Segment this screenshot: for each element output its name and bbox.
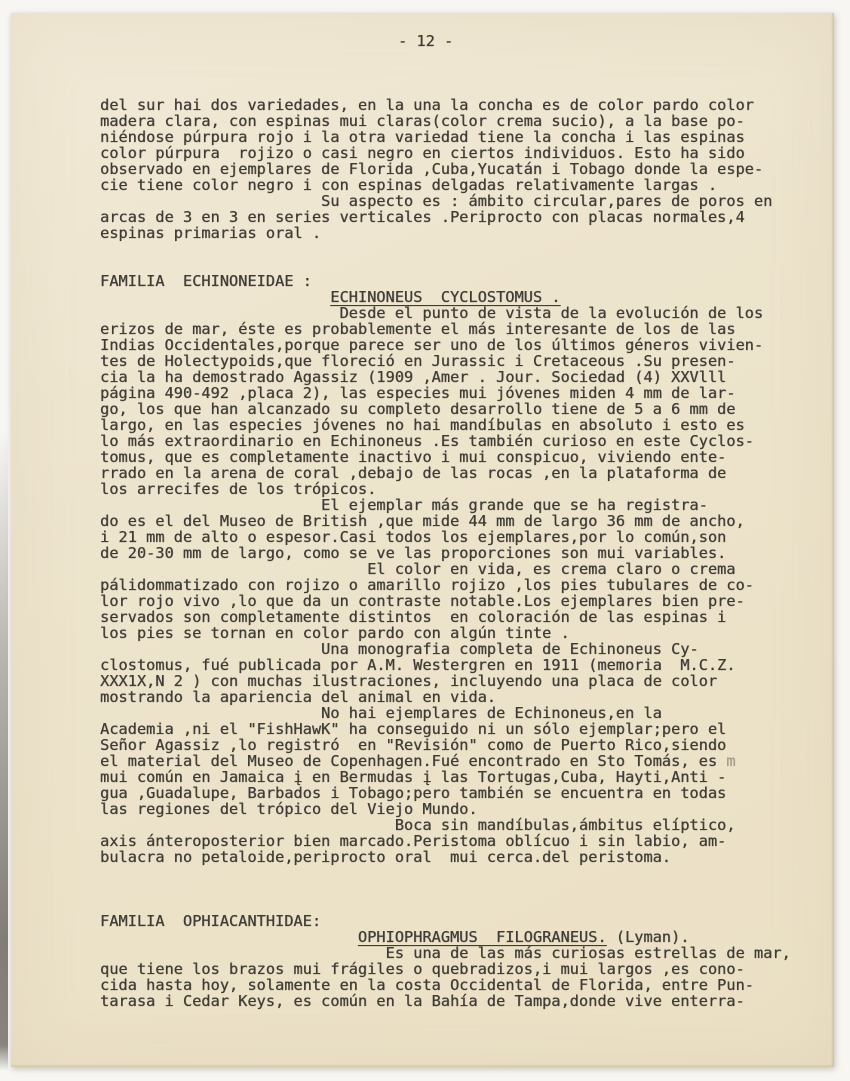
text-segment: servados son completamente distintos en coloración de las espinas i <box>100 608 727 626</box>
text-line <box>100 897 791 913</box>
text-line <box>100 465 791 481</box>
text-line <box>100 513 791 529</box>
text-line <box>100 225 791 241</box>
text-line <box>100 209 791 225</box>
text-segment: FAMILIA OPHIACANTHIDAE: <box>100 912 322 930</box>
text-segment: Indias Occidentales,porque parece ser uno de los últimos géneros vivien- <box>100 336 764 354</box>
text-segment: Señor Agassiz ,lo registró en "Revisión" como de Puerto Rico,siendo <box>100 736 727 754</box>
text-segment: mostrando la apariencia del animal en vida. <box>100 688 497 706</box>
text-segment: color púrpura rojizo o casi negro en ciertos individuos. Esto ha sido <box>100 144 745 162</box>
text-line <box>100 833 791 849</box>
text-segment: bulacra no petaloide,periprocto oral mui cerca.del peristoma. <box>100 848 671 866</box>
text-line <box>100 369 791 385</box>
text-segment: lo más extraordinario en Echinoneus .Es también curioso en este Cyclos- <box>100 432 754 450</box>
text-segment: arcas de 3 en 3 en series verticales .Periprocto con placas normales,4 <box>100 208 745 226</box>
typewritten-text <box>100 33 791 1009</box>
underlined-heading: ECHINONEUS CYCLOSTOMUS . <box>330 288 561 306</box>
paper-sheet <box>11 13 834 1067</box>
text-line <box>100 657 791 673</box>
text-line <box>100 401 791 417</box>
text-segment: largo, en las especies jóvenes no hai mandíbulas en absoluto i esto es <box>100 416 745 434</box>
text-line <box>100 593 791 609</box>
text-line <box>100 673 791 689</box>
text-line <box>100 497 791 513</box>
text-segment: Academia ,ni el "FishHawK" ha conseguido ni un sólo ejemplar;pero el <box>100 720 727 738</box>
text-line <box>100 577 791 593</box>
text-segment: espinas primarias oral . <box>100 224 322 242</box>
text-line <box>100 993 791 1009</box>
text-segment: cia la ha demostrado Agassiz (1909 ,Amer . Jour. Sociedad (4) XXVlll <box>100 368 727 386</box>
text-segment: i 21 mm de alto o espesor.Casi todos los ejemplares,por lo común,son <box>100 528 727 546</box>
text-line <box>100 961 791 977</box>
text-line <box>100 945 791 961</box>
text-segment: pálidommatizado con rojizo o amarillo rojizo ,los pies tubulares de co- <box>100 576 754 594</box>
text-line <box>100 689 791 705</box>
text-segment: cida hasta hoy, solamente en la costa Occidental de Florida, entre Pun- <box>100 976 754 994</box>
text-segment: niéndose púrpura rojo i la otra variedad tiene la concha i las espinas <box>100 128 745 146</box>
text-line <box>100 913 791 929</box>
text-segment: tarasa i Cedar Keys, es común en la Bahía de Tampa,donde vive enterra- <box>100 992 745 1010</box>
text-line <box>100 529 791 545</box>
text-segment: go, los que han alcanzado su completo desarrollo tiene de 5 a 6 mm de <box>100 400 736 418</box>
text-segment: El ejemplar más grande que se ha registra- <box>100 496 708 514</box>
text-segment: observado en ejemplares de Florida ,Cuba,Yucatán i Tobago donde la espe- <box>100 160 764 178</box>
text-line <box>100 625 791 641</box>
text-line <box>100 33 791 49</box>
text-segment: FAMILIA ECHINONEIDAE : <box>100 272 312 290</box>
text-segment: tes de Holectypoids,que floreció en Jurassic i Cretaceous .Su presen- <box>100 352 736 370</box>
text-line <box>100 641 791 657</box>
text-line <box>100 113 791 129</box>
text-segment: XXX1X,N 2 ) con muchas ilustraciones, incluyendo una placa de color <box>100 672 718 690</box>
text-segment: do es el del Museo de British ,que mide 44 mm de largo 36 mm de ancho, <box>100 512 745 530</box>
text-segment: Boca sin mandíbulas,ámbitus elíptico, <box>100 816 736 834</box>
text-line <box>100 977 791 993</box>
text-line <box>100 865 791 881</box>
text-line <box>100 129 791 145</box>
text-segment: las regiones del trópico del Viejo Mundo. <box>100 800 478 818</box>
text-line <box>100 305 791 321</box>
text-line <box>100 161 791 177</box>
text-line <box>100 449 791 465</box>
text-line <box>100 417 791 433</box>
text-line <box>100 609 791 625</box>
text-segment: del sur hai dos variedades, en la una la concha es de color pardo color <box>100 96 754 114</box>
text-segment: el material del Museo de Copenhagen.Fué encontrado en Sto Tomás, es <box>100 752 727 770</box>
text-line <box>100 801 791 817</box>
text-line <box>100 817 791 833</box>
text-segment: de 20-30 mm de largo, como se ve las proporciones son mui variables. <box>100 544 727 562</box>
text-segment: los pies se tornan en color pardo con algún tinte . <box>100 624 570 642</box>
text-line <box>100 785 791 801</box>
text-line <box>100 337 791 353</box>
text-line <box>100 257 791 273</box>
text-line <box>100 769 791 785</box>
text-line <box>100 241 791 257</box>
text-line <box>100 545 791 561</box>
text-segment: gua ,Guadalupe, Barbados i Tobago;pero también se encuentra en todas <box>100 784 727 802</box>
text-segment: lor rojo vivo ,lo que da un contraste notable.Los ejemplares bien pre- <box>100 592 745 610</box>
text-segment: rrado en la arena de coral ,debajo de las rocas ,en la plataforma de <box>100 464 727 482</box>
text-segment: m <box>726 752 736 770</box>
text-line <box>100 273 791 289</box>
text-segment: erizos de mar, éste es probablemente el más interesante de los de las <box>100 320 736 338</box>
text-segment: El color en vida, es crema claro o crema <box>100 560 736 578</box>
text-segment: Una monografia completa de Echinoneus Cy- <box>100 640 699 658</box>
text-segment: (Lyman). <box>606 928 690 946</box>
text-line <box>100 721 791 737</box>
text-segment: los arrecifes de los trópicos. <box>100 480 377 498</box>
text-line <box>100 849 791 865</box>
text-segment: que tiene los brazos mui frágiles o quebradizos,i mui largos ,es cono- <box>100 960 745 978</box>
text-line <box>100 65 791 81</box>
text-line <box>100 145 791 161</box>
text-line <box>100 289 791 305</box>
text-segment: axis ánteroposterior bien marcado.Peristoma oblícuo i sin labio, am- <box>100 832 727 850</box>
text-segment: Su aspecto es : ámbito circular,pares de poros en <box>100 192 773 210</box>
text-line <box>100 353 791 369</box>
text-line <box>100 385 791 401</box>
text-line <box>100 321 791 337</box>
text-line <box>100 81 791 97</box>
text-segment: cie tiene color negro i con espinas delgadas relativamente largas . <box>100 176 718 194</box>
text-line <box>100 561 791 577</box>
text-line <box>100 929 791 945</box>
text-line <box>100 705 791 721</box>
underlined-heading: OPHIOPHRAGMUS FILOGRANEUS. <box>357 928 607 946</box>
text-line <box>100 737 791 753</box>
text-segment: No hai ejemplares de Echinoneus,en la <box>100 704 662 722</box>
text-line <box>100 753 791 769</box>
text-segment: Es una de las más curiosas estrellas de mar, <box>100 944 791 962</box>
text-segment: madera clara, con espinas mui claras(color crema sucio), a la base po- <box>100 112 745 130</box>
page-number: - 12 - <box>398 32 454 50</box>
text-segment: mui común en Jamaica į en Bermudas į las Tortugas,Cuba, Hayti,Anti - <box>100 768 727 786</box>
text-segment: página 490-492 ,placa 2), las especies mui jóvenes miden 4 mm de lar- <box>100 384 736 402</box>
text-line <box>100 97 791 113</box>
text-line <box>100 481 791 497</box>
text-line <box>100 49 791 65</box>
scanner-edge-artifact <box>0 430 8 1071</box>
text-segment: Desde el punto de vista de la evolución de los <box>100 304 764 322</box>
text-line <box>100 881 791 897</box>
text-segment: clostomus, fué publicada por A.M. Westergren en 1911 (memoria M.C.Z. <box>100 656 736 674</box>
text-line <box>100 433 791 449</box>
text-line <box>100 193 791 209</box>
text-segment: tomus, que es completamente inactivo i mui conspicuo, viviendo ente- <box>100 448 727 466</box>
text-line <box>100 177 791 193</box>
